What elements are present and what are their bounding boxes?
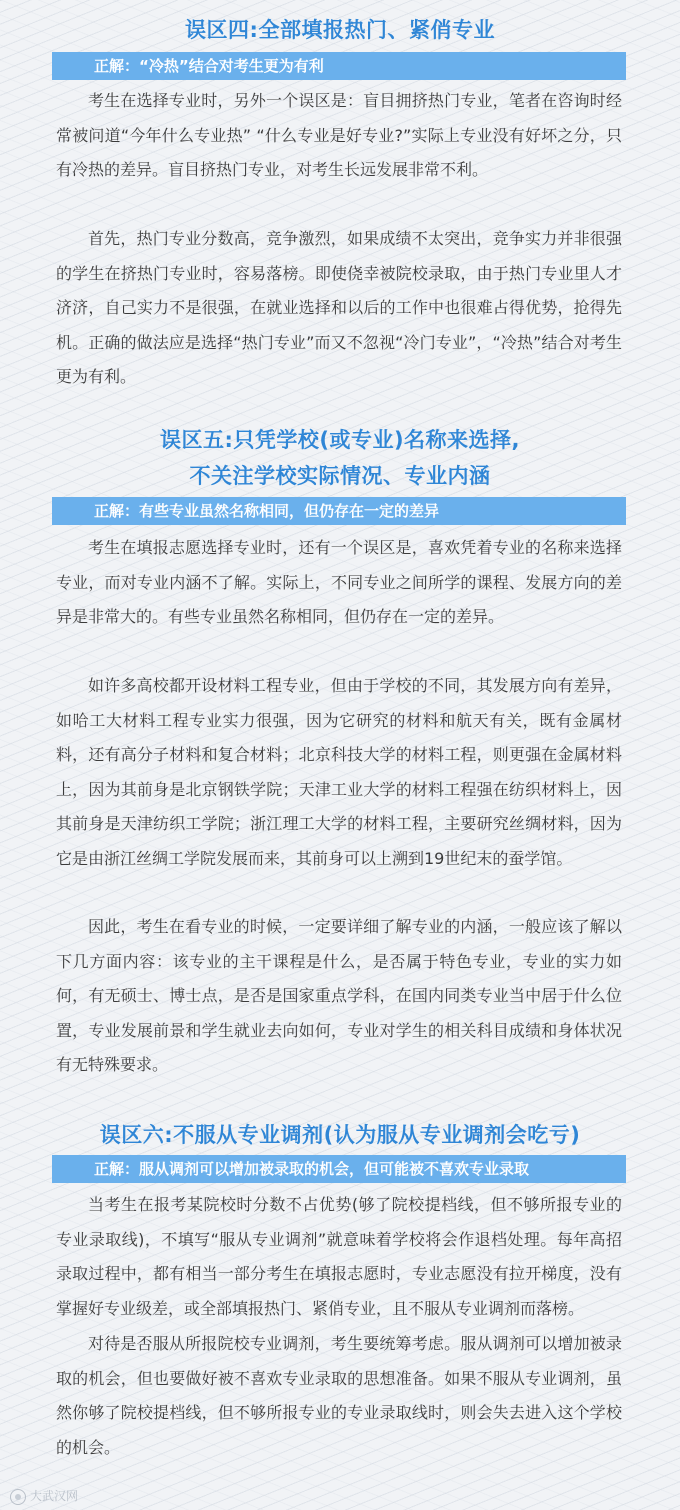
section-heading-5 [0, 422, 680, 494]
correct-answer-band: 正解：有些专业虽然名称相同，但仍存在一定的差异 [52, 497, 626, 525]
correct-answer-band: 正解：“冷热”结合对考生更为有利 [52, 52, 626, 80]
section-heading-4 [0, 12, 680, 48]
heading-line: 不关注学校实际情况、专业内涵 [189, 464, 491, 488]
heading-line: 误区五:只凭学校(或专业)名称来选择, [159, 428, 521, 452]
body-paragraph: 当考生在报考某院校时分数不占优势(够了院校提档线，但不够所报专业的专业录取线)，不填写“服从专业调剂”就意味着学校将会作退档处理。每年高招录取过程中，都有相当一部分考生在填报志愿时，专业志愿没有拉开梯度，没有掌握好专业级差，或全部填报热门、紧俏专业，且不服从专业调剂而落榜。 [56, 1195, 622, 1318]
watermark-text: 大武汉网 [30, 1489, 79, 1503]
section-heading-6 [0, 1117, 680, 1153]
watermark [10, 1486, 78, 1506]
body-paragraph: 因此，考生在看专业的时候，一定要详细了解专业的内涵，一般应该了解以下几方面内容：该专业的主干课程是什么，是否属于特色专业，专业的实力如何，有无硕士、博士点，是否是国家重点学科，在国内同类专业当中居于什么位置，专业发展前景和学生就业去向如何，专业对学生的相关科目成绩和身体状况有无特殊要求。 [56, 917, 622, 1074]
body-paragraph: 对待是否服从所报院校专业调剂，考生要统筹考虑。服从调剂可以增加被录取的机会，但也要做好被不喜欢专业录取的思想准备。如果不服从专业调剂，虽然你够了院校提档线，但不够所报专业的专业录取线时，则会失去进入这个学校的机会。 [56, 1334, 622, 1457]
body-paragraph: 如许多高校都开设材料工程专业，但由于学校的不同，其发展方向有差异，如哈工大材料工程专业实力很强，因为它研究的材料和航天有关，既有金属材料，还有高分子材料和复合材料；北京科技大学的材料工程，则更强在金属材料上，因为其前身是北京钢铁学院；天津工业大学的材料工程强在纺织材料上，因其前身是天津纺织工学院；浙江理工大学的材料工程，主要研究丝绸材料，因为它是由浙江丝绸工学院发展而来，其前身可以上溯到19世纪末的蚕学馆。 [56, 676, 622, 868]
body-paragraph: 考生在选择专业时，另外一个误区是：盲目拥挤热门专业，笔者在咨询时经常被问道“今年什么专业热” “什么专业是好专业?”实际上专业没有好坏之分，只有冷热的差异。盲目挤热门专业，对考生长远发展非常不利。 [56, 91, 622, 179]
body-paragraph: 首先，热门专业分数高，竞争激烈，如果成绩不太突出，竞争实力并非很强的学生在挤热门专业时，容易落榜。即使侥幸被院校录取，由于热门专业里人才济济，自己实力不是很强，在就业选择和以后的工作中也很难占得优势，抢得先机。正确的做法应是选择“热门专业”而又不忽视“冷门专业”，“冷热”结合对考生更为有利。 [56, 229, 622, 386]
heading-line: 误区六:不服从专业调剂(认为服从专业调剂会吃亏) [99, 1123, 581, 1147]
correct-answer-band: 正解：服从调剂可以增加被录取的机会，但可能被不喜欢专业录取 [52, 1155, 626, 1183]
heading-line: 误区四:全部填报热门、紧俏专业 [185, 18, 495, 42]
logo-swirl-icon [10, 1489, 26, 1505]
body-paragraph: 考生在填报志愿选择专业时，还有一个误区是，喜欢凭着专业的名称来选择专业，而对专业内涵不了解。实际上，不同专业之间所学的课程、发展方向的差异是非常大的。有些专业虽然名称相同，但仍存在一定的差异。 [56, 538, 622, 626]
